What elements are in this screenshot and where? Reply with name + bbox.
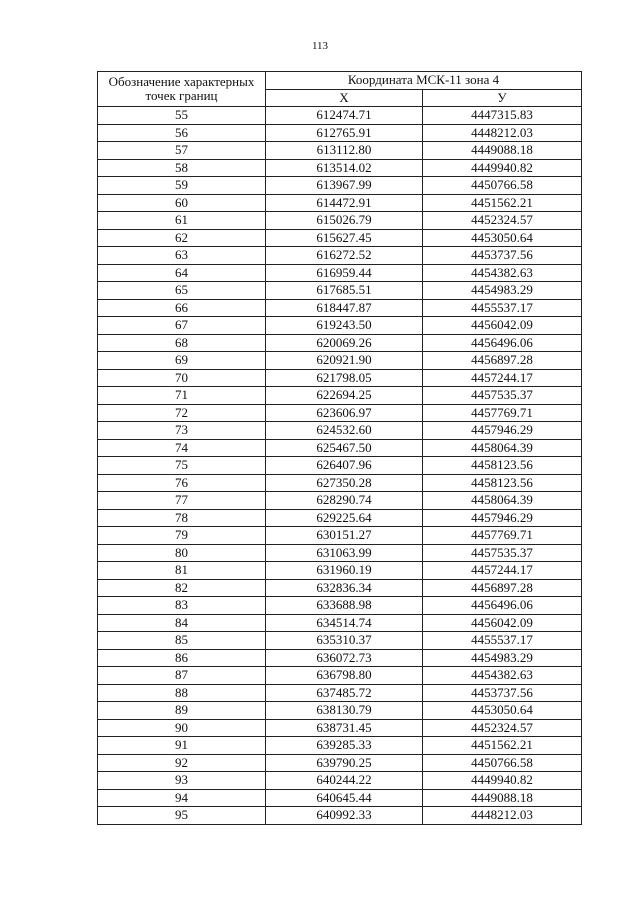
point-cell: 86 <box>98 649 266 667</box>
point-cell: 61 <box>98 212 266 230</box>
point-cell: 77 <box>98 492 266 510</box>
point-cell: 89 <box>98 702 266 720</box>
y-cell: 4457244.17 <box>423 562 582 580</box>
header-x: X <box>266 89 423 107</box>
point-cell: 69 <box>98 352 266 370</box>
header-coordinate-system: Координата МСК-11 зона 4 <box>266 72 582 90</box>
x-cell: 612765.91 <box>266 124 423 142</box>
y-cell: 4451562.21 <box>423 737 582 755</box>
y-cell: 4457946.29 <box>423 422 582 440</box>
point-cell: 75 <box>98 457 266 475</box>
y-cell: 4451562.21 <box>423 194 582 212</box>
header-y: У <box>423 89 582 107</box>
table-row <box>98 579 582 597</box>
table-row <box>98 597 582 615</box>
point-cell: 78 <box>98 509 266 527</box>
table-row <box>98 422 582 440</box>
point-cell: 95 <box>98 807 266 825</box>
table-row <box>98 229 582 247</box>
x-cell: 624532.60 <box>266 422 423 440</box>
table-row <box>98 299 582 317</box>
table-header <box>98 72 582 107</box>
y-cell: 4448212.03 <box>423 807 582 825</box>
point-cell: 84 <box>98 614 266 632</box>
x-cell: 618447.87 <box>266 299 423 317</box>
table-row <box>98 562 582 580</box>
table-row <box>98 509 582 527</box>
y-cell: 4458064.39 <box>423 492 582 510</box>
y-cell: 4450766.58 <box>423 754 582 772</box>
point-cell: 90 <box>98 719 266 737</box>
x-cell: 632836.34 <box>266 579 423 597</box>
table-row <box>98 614 582 632</box>
x-cell: 619243.50 <box>266 317 423 335</box>
point-cell: 72 <box>98 404 266 422</box>
table-row <box>98 719 582 737</box>
x-cell: 620069.26 <box>266 334 423 352</box>
x-cell: 640645.44 <box>266 789 423 807</box>
y-cell: 4450766.58 <box>423 177 582 195</box>
table-row <box>98 317 582 335</box>
y-cell: 4452324.57 <box>423 212 582 230</box>
x-cell: 613514.02 <box>266 159 423 177</box>
y-cell: 4455537.17 <box>423 299 582 317</box>
point-cell: 60 <box>98 194 266 212</box>
point-cell: 59 <box>98 177 266 195</box>
x-cell: 635310.37 <box>266 632 423 650</box>
table-row <box>98 474 582 492</box>
point-cell: 91 <box>98 737 266 755</box>
point-cell: 67 <box>98 317 266 335</box>
table-row <box>98 212 582 230</box>
x-cell: 639285.33 <box>266 737 423 755</box>
point-cell: 63 <box>98 247 266 265</box>
x-cell: 631063.99 <box>266 544 423 562</box>
table-row <box>98 194 582 212</box>
y-cell: 4454382.63 <box>423 264 582 282</box>
point-cell: 81 <box>98 562 266 580</box>
point-cell: 82 <box>98 579 266 597</box>
table-row <box>98 282 582 300</box>
x-cell: 625467.50 <box>266 439 423 457</box>
x-cell: 620921.90 <box>266 352 423 370</box>
table-row <box>98 387 582 405</box>
x-cell: 640992.33 <box>266 807 423 825</box>
x-cell: 640244.22 <box>266 772 423 790</box>
point-cell: 83 <box>98 597 266 615</box>
point-cell: 80 <box>98 544 266 562</box>
y-cell: 4457769.71 <box>423 404 582 422</box>
y-cell: 4453737.56 <box>423 247 582 265</box>
point-cell: 71 <box>98 387 266 405</box>
point-cell: 73 <box>98 422 266 440</box>
x-cell: 617685.51 <box>266 282 423 300</box>
point-cell: 94 <box>98 789 266 807</box>
table-row <box>98 457 582 475</box>
y-cell: 4456042.09 <box>423 317 582 335</box>
point-cell: 56 <box>98 124 266 142</box>
y-cell: 4449088.18 <box>423 142 582 160</box>
x-cell: 612474.71 <box>266 107 423 125</box>
y-cell: 4454983.29 <box>423 649 582 667</box>
table-row <box>98 684 582 702</box>
table-row <box>98 632 582 650</box>
y-cell: 4458123.56 <box>423 457 582 475</box>
table-row <box>98 544 582 562</box>
table-row <box>98 264 582 282</box>
table-row <box>98 177 582 195</box>
table-row <box>98 334 582 352</box>
y-cell: 4453050.64 <box>423 702 582 720</box>
x-cell: 623606.97 <box>266 404 423 422</box>
y-cell: 4457535.37 <box>423 387 582 405</box>
y-cell: 4456897.28 <box>423 579 582 597</box>
y-cell: 4457244.17 <box>423 369 582 387</box>
x-cell: 638130.79 <box>266 702 423 720</box>
x-cell: 633688.98 <box>266 597 423 615</box>
point-cell: 92 <box>98 754 266 772</box>
table-row <box>98 702 582 720</box>
point-cell: 87 <box>98 667 266 685</box>
point-cell: 70 <box>98 369 266 387</box>
header-point-designation: Обозначение характерных точек границ <box>98 72 266 107</box>
table-row <box>98 107 582 125</box>
point-cell: 62 <box>98 229 266 247</box>
point-cell: 68 <box>98 334 266 352</box>
table-row <box>98 789 582 807</box>
y-cell: 4456897.28 <box>423 352 582 370</box>
x-cell: 629225.64 <box>266 509 423 527</box>
x-cell: 637485.72 <box>266 684 423 702</box>
x-cell: 613967.99 <box>266 177 423 195</box>
y-cell: 4457769.71 <box>423 527 582 545</box>
y-cell: 4453737.56 <box>423 684 582 702</box>
y-cell: 4452324.57 <box>423 719 582 737</box>
y-cell: 4449088.18 <box>423 789 582 807</box>
point-cell: 64 <box>98 264 266 282</box>
table-row <box>98 772 582 790</box>
y-cell: 4448212.03 <box>423 124 582 142</box>
table-row <box>98 247 582 265</box>
table-row <box>98 754 582 772</box>
x-cell: 621798.05 <box>266 369 423 387</box>
table-row <box>98 807 582 825</box>
x-cell: 627350.28 <box>266 474 423 492</box>
y-cell: 4456042.09 <box>423 614 582 632</box>
table-row <box>98 369 582 387</box>
x-cell: 631960.19 <box>266 562 423 580</box>
x-cell: 639790.25 <box>266 754 423 772</box>
table-row <box>98 142 582 160</box>
table-row <box>98 492 582 510</box>
x-cell: 613112.80 <box>266 142 423 160</box>
table-row <box>98 737 582 755</box>
table-row <box>98 124 582 142</box>
y-cell: 4456496.06 <box>423 597 582 615</box>
coordinates-table <box>97 71 582 825</box>
point-cell: 66 <box>98 299 266 317</box>
y-cell: 4458123.56 <box>423 474 582 492</box>
point-cell: 74 <box>98 439 266 457</box>
point-cell: 58 <box>98 159 266 177</box>
y-cell: 4458064.39 <box>423 439 582 457</box>
x-cell: 636072.73 <box>266 649 423 667</box>
x-cell: 615026.79 <box>266 212 423 230</box>
point-cell: 93 <box>98 772 266 790</box>
x-cell: 622694.25 <box>266 387 423 405</box>
y-cell: 4454983.29 <box>423 282 582 300</box>
point-cell: 65 <box>98 282 266 300</box>
x-cell: 615627.45 <box>266 229 423 247</box>
point-cell: 85 <box>98 632 266 650</box>
x-cell: 638731.45 <box>266 719 423 737</box>
point-cell: 57 <box>98 142 266 160</box>
table-row <box>98 352 582 370</box>
y-cell: 4449940.82 <box>423 772 582 790</box>
table-row <box>98 159 582 177</box>
point-cell: 88 <box>98 684 266 702</box>
point-cell: 76 <box>98 474 266 492</box>
table-body <box>98 107 582 825</box>
y-cell: 4457946.29 <box>423 509 582 527</box>
x-cell: 636798.80 <box>266 667 423 685</box>
page-number: 113 <box>311 40 329 52</box>
y-cell: 4457535.37 <box>423 544 582 562</box>
y-cell: 4456496.06 <box>423 334 582 352</box>
point-cell: 79 <box>98 527 266 545</box>
y-cell: 4447315.83 <box>423 107 582 125</box>
y-cell: 4449940.82 <box>423 159 582 177</box>
x-cell: 628290.74 <box>266 492 423 510</box>
y-cell: 4453050.64 <box>423 229 582 247</box>
y-cell: 4455537.17 <box>423 632 582 650</box>
table-row <box>98 439 582 457</box>
x-cell: 616272.52 <box>266 247 423 265</box>
point-cell: 55 <box>98 107 266 125</box>
x-cell: 614472.91 <box>266 194 423 212</box>
x-cell: 626407.96 <box>266 457 423 475</box>
x-cell: 630151.27 <box>266 527 423 545</box>
x-cell: 634514.74 <box>266 614 423 632</box>
y-cell: 4454382.63 <box>423 667 582 685</box>
table-row <box>98 404 582 422</box>
table-row <box>98 667 582 685</box>
x-cell: 616959.44 <box>266 264 423 282</box>
table-row <box>98 527 582 545</box>
table-row <box>98 649 582 667</box>
